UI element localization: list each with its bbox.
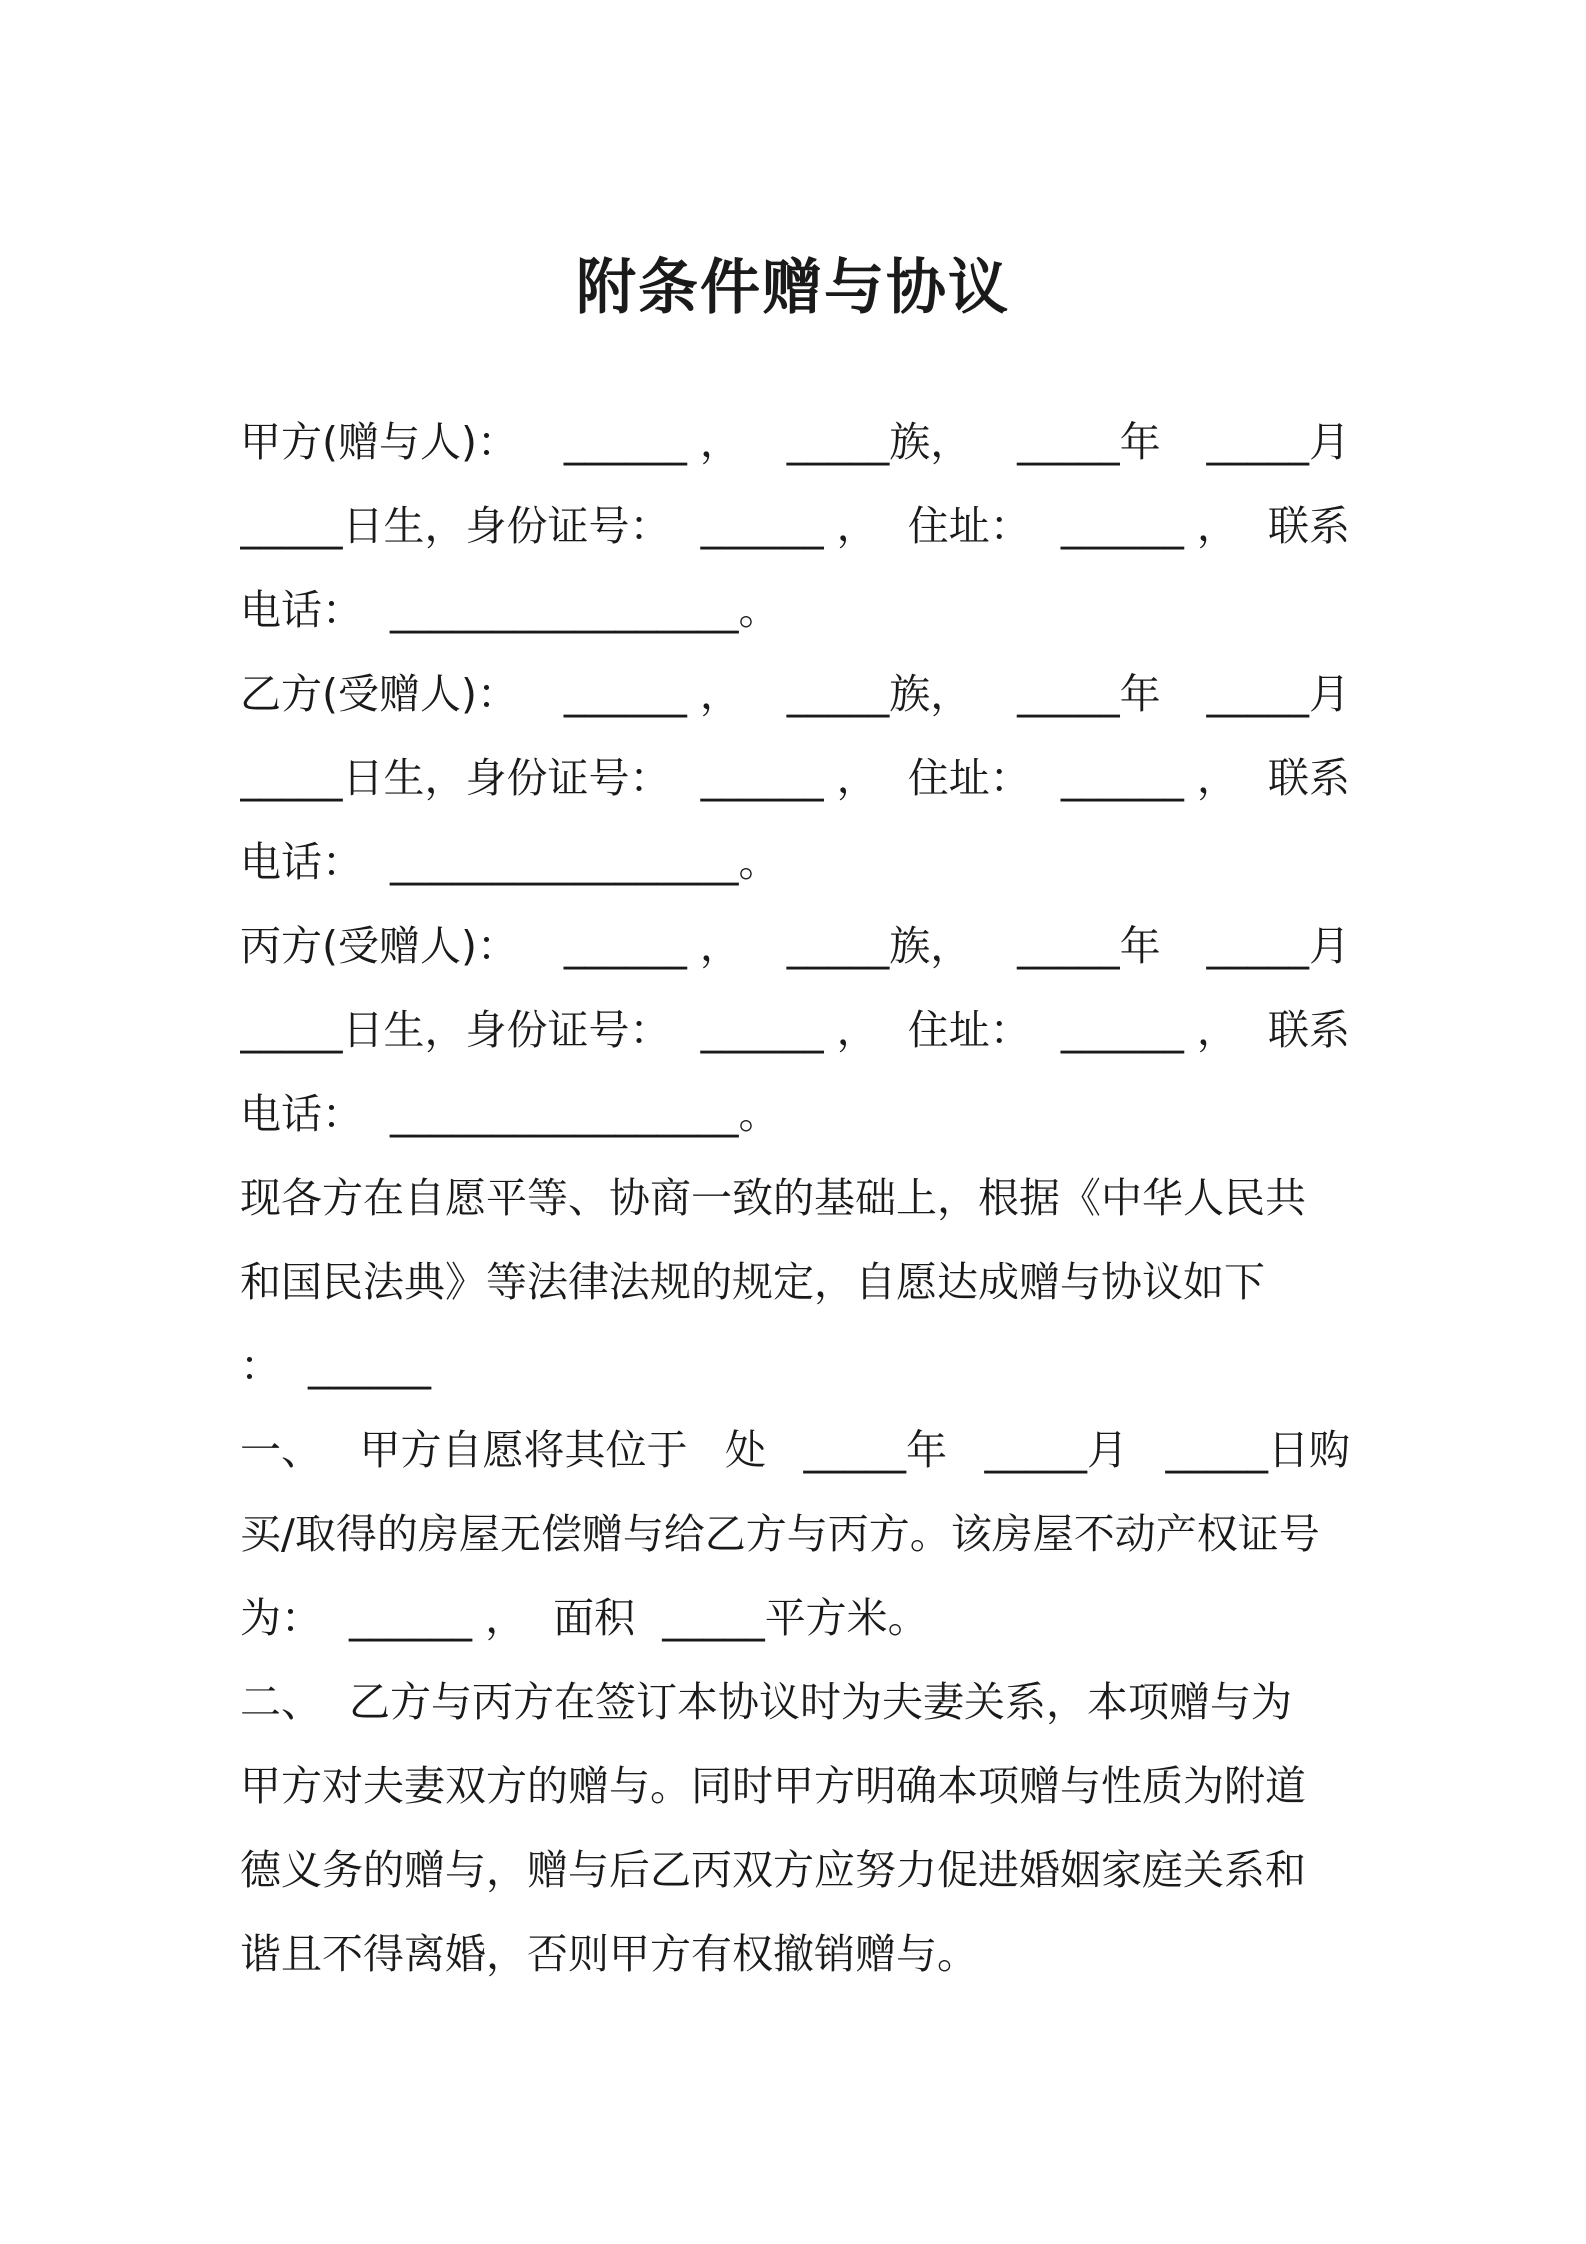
party-c-line-2	[240, 988, 1350, 1072]
text-segment: _____年	[1017, 418, 1161, 466]
text-segment: 处	[725, 1426, 766, 1474]
text-segment: 为：	[240, 1594, 322, 1642]
text-segment: 联系	[1267, 502, 1350, 550]
text-segment: _________________。	[390, 838, 780, 886]
text-segment: 乙方与丙方在签订本协议时为夫妻关系，本项赠与为	[349, 1678, 1293, 1726]
text-segment: ______ ，	[1060, 1006, 1238, 1054]
text-segment: 德义务的赠与，赠与后乙丙双方应努力促进婚姻家庭关系和	[240, 1846, 1306, 1894]
party-b-line-3	[240, 820, 1350, 904]
text-segment: ______	[308, 1342, 432, 1390]
text-segment: ______ ，	[563, 418, 741, 466]
clause-1-line-1	[240, 1408, 1350, 1492]
text-segment: 面积	[553, 1594, 636, 1642]
document-title: 附条件赠与协议	[576, 253, 1010, 323]
text-segment: 住址：	[907, 502, 1031, 550]
text-segment: 和国民法典》等法律法规的规定，自愿达成赠与协议如下	[240, 1258, 1265, 1306]
text-segment: _____族，	[786, 922, 972, 970]
text-segment: 住址：	[907, 1006, 1031, 1054]
text-segment: _____日生，身份证号：	[240, 502, 671, 550]
text-segment: ______ ，	[700, 754, 878, 802]
clause-2-line-3	[240, 1828, 1350, 1912]
clause-1-line-3	[240, 1576, 1350, 1660]
text-segment: _____日生，身份证号：	[240, 754, 671, 802]
party-c-line-3	[240, 1072, 1350, 1156]
text-segment: 甲方(赠与人)：	[240, 418, 518, 466]
party-a-line-2	[240, 484, 1350, 568]
text-segment: 一、	[240, 1426, 322, 1474]
preamble-line-3	[240, 1324, 1350, 1408]
clause-2-line-2	[240, 1744, 1350, 1828]
text-segment: _____年	[1017, 922, 1161, 970]
text-segment: 现各方在自愿平等、协商一致的基础上，根据《中华人民共	[240, 1174, 1306, 1222]
text-segment: _____日购	[1165, 1426, 1350, 1474]
text-segment: _____月	[1206, 418, 1350, 466]
clause-1-line-2	[240, 1492, 1350, 1576]
text-segment: 联系	[1267, 1006, 1350, 1054]
text-segment: ______ ，	[700, 1006, 878, 1054]
text-segment: _____平方米。	[662, 1594, 929, 1642]
party-b-line-1	[240, 652, 1350, 736]
text-segment: _____日生，身份证号：	[240, 1006, 671, 1054]
text-segment: 乙方(受赠人)：	[240, 670, 518, 718]
text-segment: 二、	[240, 1678, 322, 1726]
text-segment: 丙方(受赠人)：	[240, 922, 518, 970]
party-b-line-2	[240, 736, 1350, 820]
text-segment: _____年	[803, 1426, 947, 1474]
text-segment: _____月	[1206, 922, 1350, 970]
text-segment: ______ ，	[1060, 502, 1238, 550]
text-segment: 谐且不得离婚，否则甲方有权撤销赠与。	[240, 1930, 978, 1978]
clause-2-line-1	[240, 1660, 1350, 1744]
agreement-body	[240, 400, 1350, 1996]
text-segment: 甲方自愿将其位于	[359, 1426, 688, 1474]
text-segment: ：	[240, 1342, 281, 1390]
text-segment: 联系	[1267, 754, 1350, 802]
text-segment: _________________。	[390, 1090, 780, 1138]
text-segment: _____月	[984, 1426, 1128, 1474]
text-segment: ______ ，	[563, 922, 741, 970]
text-segment: 住址：	[907, 754, 1031, 802]
party-a-line-1	[240, 400, 1350, 484]
text-segment: 电话：	[240, 1090, 363, 1138]
text-segment: 电话：	[240, 586, 363, 634]
clause-2-line-4	[240, 1912, 1350, 1996]
text-segment: 电话：	[240, 838, 363, 886]
text-segment: _____年	[1017, 670, 1161, 718]
text-segment: 买/取得的房屋无偿赠与给乙方与丙方。该房屋不动产权证号	[240, 1510, 1320, 1558]
text-segment: ______ ，	[349, 1594, 527, 1642]
text-segment: _____族，	[786, 670, 972, 718]
preamble-line-2	[240, 1240, 1350, 1324]
text-segment: ______ ，	[1060, 754, 1238, 802]
party-c-line-1	[240, 904, 1350, 988]
text-segment: ______ ，	[700, 502, 878, 550]
text-segment: ______ ，	[563, 670, 741, 718]
text-segment: _____族，	[786, 418, 972, 466]
text-segment: 甲方对夫妻双方的赠与。同时甲方明确本项赠与性质为附道	[240, 1762, 1306, 1810]
preamble-line-1	[240, 1156, 1350, 1240]
text-segment: _____月	[1206, 670, 1350, 718]
text-segment: _________________。	[390, 586, 780, 634]
party-a-line-3	[240, 568, 1350, 652]
